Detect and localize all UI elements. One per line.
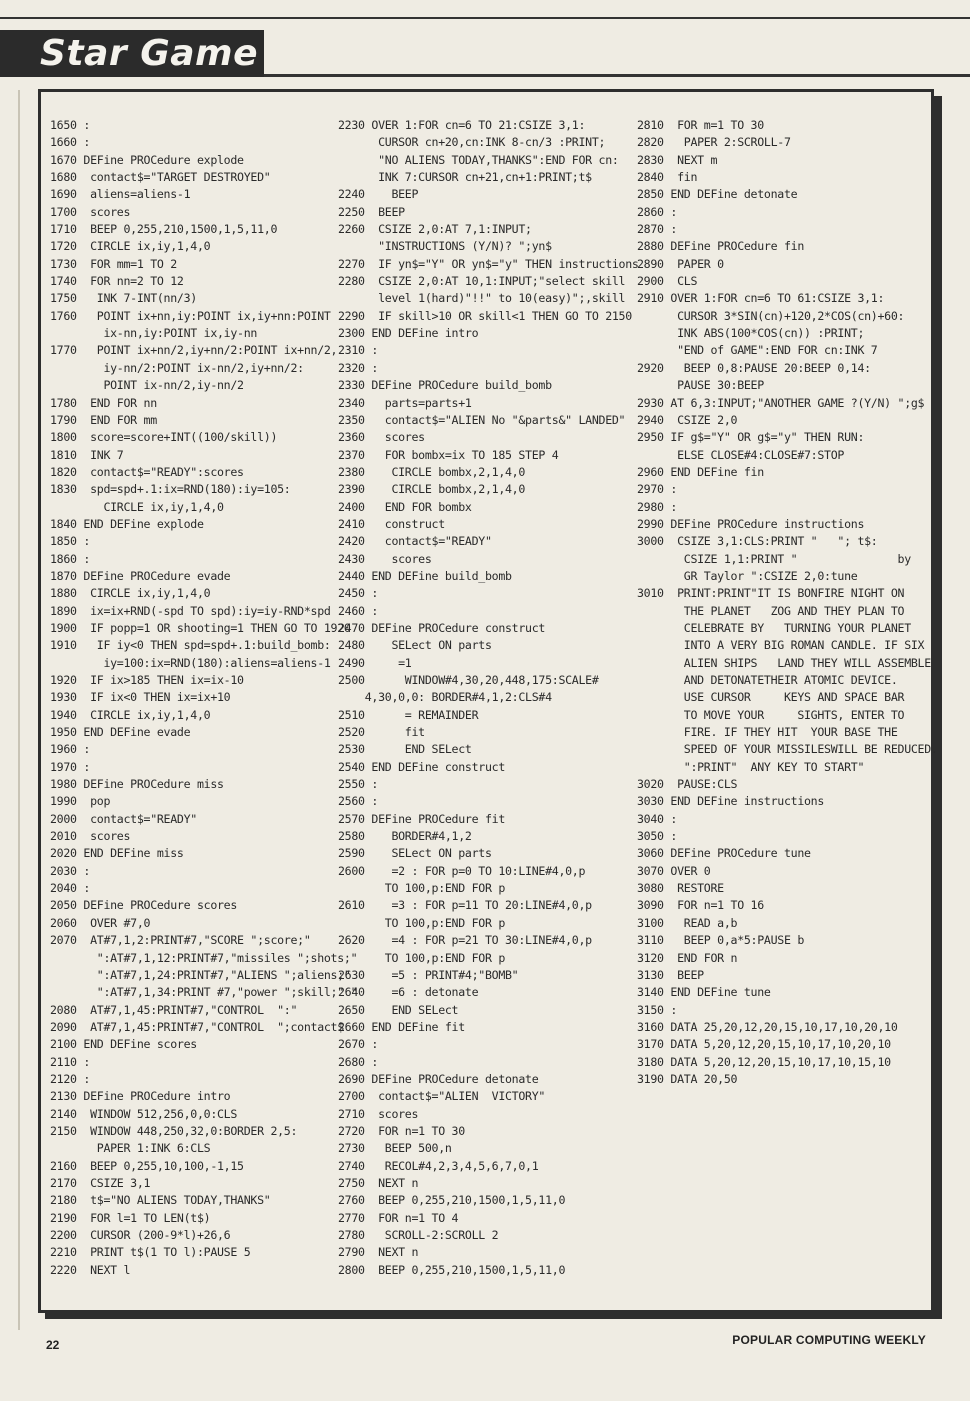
code-line: 2640 =6 : detonate <box>338 985 479 1000</box>
code-line: 2000 contact$="READY" <box>50 811 197 826</box>
code-line: 2360 scores <box>338 430 425 445</box>
code-line: 2620 =4 : FOR p=21 TO 30:LINE#4,0,p <box>338 933 592 948</box>
code-line: 2290 IF skill>10 OR skill<1 THEN GO TO 2150 <box>338 308 632 323</box>
code-line: ":AT#7,1,24:PRINT#7,"ALIENS ";aliens;" <box>50 967 351 982</box>
code-line: 2420 contact$="READY" <box>338 534 492 549</box>
title-rule <box>264 74 970 77</box>
listing-column-2 <box>338 117 639 1279</box>
code-line: 2260 CSIZE 2,0:AT 7,1:INPUT; <box>338 222 532 237</box>
code-line: 2090 AT#7,1,45:PRINT#7,"CONTROL ";contact$ <box>50 1019 344 1034</box>
code-line: 2070 AT#7,1,2:PRINT#7,"SCORE ";score;" <box>50 933 311 948</box>
code-line: 1650 : <box>50 118 91 132</box>
code-line: 1870 DEFine PROCedure evade <box>50 568 231 583</box>
code-line: 2040 : <box>50 881 91 896</box>
code-line: 2490 =1 <box>338 655 412 670</box>
code-line: 2960 END DEFine fin <box>637 464 764 479</box>
code-line: 2330 DEFine PROCedure build_bomb <box>338 378 552 393</box>
code-line: 2570 DEFine PROCedure fit <box>338 811 506 826</box>
code-line: 3170 DATA 5,20,12,20,15,10,17,10,20,10 <box>637 1037 891 1052</box>
listing-column-3 <box>637 117 938 1088</box>
code-line: 1840 END DEFine explode <box>50 516 204 531</box>
code-line: USE CURSOR KEYS AND SPACE BAR <box>637 690 905 705</box>
code-line: 2390 CIRCLE bombx,2,1,4,0 <box>338 482 526 497</box>
code-line: POINT ix-nn/2,iy-nn/2 <box>50 378 244 393</box>
code-line: 1820 contact$="READY":scores <box>50 464 244 479</box>
code-line: 2470 DEFine PROCedure construct <box>338 620 546 635</box>
code-line: 2840 fin <box>637 170 698 185</box>
code-line: PAPER 1:INK 6:CLS <box>50 1141 211 1156</box>
code-line: ":PRINT" ANY KEY TO START" <box>637 759 865 774</box>
code-line: 2100 END DEFine scores <box>50 1037 197 1052</box>
code-line: 2020 END DEFine miss <box>50 846 184 861</box>
code-line: 1770 POINT ix+nn/2,iy+nn/2:POINT ix+nn/2, <box>50 343 338 358</box>
code-line: 2080 AT#7,1,45:PRINT#7,"CONTROL ":" <box>50 1002 298 1017</box>
code-line: 1860 : <box>50 551 91 566</box>
code-line: 2930 AT 6,3:INPUT;"ANOTHER GAME ?(Y/N) ";g$ <box>637 395 925 410</box>
code-line: 2750 NEXT n <box>338 1175 419 1190</box>
code-line: 2970 : <box>637 482 678 497</box>
code-line: 3100 READ a,b <box>637 915 738 930</box>
code-line: AND DETONATETHEIR ATOMIC DEVICE. <box>637 673 898 687</box>
code-line: 2030 : <box>50 863 91 878</box>
code-line: 1690 aliens=aliens-1 <box>50 187 191 202</box>
code-line: 2880 DEFine PROCedure fin <box>637 239 805 254</box>
code-line: ":AT#7,1,34:PRINT #7,"power ";skill;" " <box>50 985 358 1000</box>
code-line: 1710 BEEP 0,255,210,1500,1,5,11,0 <box>50 222 278 237</box>
code-line: 2770 FOR n=1 TO 4 <box>338 1210 459 1225</box>
code-line: 2630 =5 : PRINT#4;"BOMB" <box>338 967 519 982</box>
page-edge <box>18 90 20 1330</box>
code-line: iy-nn/2:POINT ix-nn/2,iy+nn/2: <box>50 360 304 375</box>
code-line: 3060 DEFine PROCedure tune <box>637 846 811 861</box>
magazine-name: POPULAR COMPUTING WEEKLY <box>732 1333 926 1347</box>
code-line: 3140 END DEFine tune <box>637 985 771 1000</box>
code-line: 2740 RECOL#4,2,3,4,5,6,7,0,1 <box>338 1158 539 1173</box>
code-line: 2350 contact$="ALIEN No "&parts&" LANDED" <box>338 412 626 427</box>
code-line: 2310 : <box>338 343 379 358</box>
code-line: 1950 END DEFine evade <box>50 725 191 740</box>
code-line: 1810 INK 7 <box>50 447 124 462</box>
code-line: 2650 END SELect <box>338 1002 459 1017</box>
code-line: 2190 FOR l=1 TO LEN(t$) <box>50 1210 211 1225</box>
code-line: 1930 IF ix<0 THEN ix=ix+10 <box>50 690 231 705</box>
code-line: 2530 END SELect <box>338 742 472 757</box>
listing-column-1 <box>50 117 357 1279</box>
code-line: 3080 RESTORE <box>637 881 724 896</box>
code-line: 2320 : <box>338 360 379 375</box>
code-line: 2810 FOR m=1 TO 30 <box>637 118 764 132</box>
code-line: CIRCLE ix,iy,1,4,0 <box>50 499 224 514</box>
code-line: 1660 : <box>50 135 91 150</box>
code-line: 3090 FOR n=1 TO 16 <box>637 898 764 913</box>
code-line: 1890 ix=ix+RND(-spd TO spd):iy=iy-RND*spd <box>50 603 331 618</box>
code-line: 2170 CSIZE 3,1 <box>50 1175 151 1190</box>
code-line: ALIEN SHIPS LAND THEY WILL ASSEMBLE <box>637 655 931 670</box>
code-line: 2200 CURSOR (200-9*l)+26,6 <box>50 1228 231 1242</box>
code-line: 2520 fit <box>338 725 425 740</box>
code-line: 2150 WINDOW 448,250,32,0:BORDER 2,5: <box>50 1123 298 1138</box>
code-line: 2550 : <box>338 777 379 792</box>
code-line: 2180 t$="NO ALIENS TODAY,THANKS" <box>50 1193 271 1208</box>
code-line: 3130 BEEP <box>637 967 704 982</box>
code-line: 2500 WINDOW#4,30,20,448,175:SCALE# <box>338 673 599 687</box>
code-line: 1990 pop <box>50 794 111 809</box>
code-line: 2680 : <box>338 1054 379 1069</box>
code-line: 2280 CSIZE 2,0:AT 10,1:INPUT;"select skill <box>338 274 626 289</box>
code-line: 2230 OVER 1:FOR cn=6 TO 21:CSIZE 3,1: <box>338 118 586 132</box>
code-line: SPEED OF YOUR MISSILESWILL BE REDUCED. <box>637 742 938 757</box>
code-line: CURSOR 3*SIN(cn)+120,2*COS(cn)+60: <box>637 308 905 323</box>
code-line: 3180 DATA 5,20,12,20,15,10,17,10,15,10 <box>637 1054 891 1069</box>
code-line: 4,30,0,0: BORDER#4,1,2:CLS#4 <box>338 690 552 705</box>
code-line: 3070 OVER 0 <box>637 863 711 878</box>
code-line: THE PLANET ZOG AND THEY PLAN TO <box>637 603 905 618</box>
code-line: "END of GAME":END FOR cn:INK 7 <box>637 343 878 358</box>
code-line: 3040 : <box>637 811 678 826</box>
code-line: 2210 PRINT t$(1 TO l):PAUSE 5 <box>50 1245 251 1260</box>
code-line: 2830 NEXT m <box>637 152 718 167</box>
code-line: 2790 NEXT n <box>338 1245 419 1260</box>
code-line: 1960 : <box>50 742 91 757</box>
code-line: 2580 BORDER#4,1,2 <box>338 829 472 844</box>
code-line: 2800 BEEP 0,255,210,1500,1,5,11,0 <box>338 1262 566 1277</box>
code-line: 2480 SELect ON parts <box>338 638 492 653</box>
code-line: 2430 scores <box>338 551 432 566</box>
code-line: 1800 score=score+INT((100/skill)) <box>50 430 278 445</box>
code-line: 1740 FOR nn=2 TO 12 <box>50 274 184 289</box>
code-line: 1830 spd=spd+.1:ix=RND(180):iy=105: <box>50 482 291 497</box>
code-line: "INSTRUCTIONS (Y/N)? ";yn$ <box>338 239 552 254</box>
code-line: 1910 IF iy<0 THEN spd=spd+.1:build_bomb: <box>50 638 331 653</box>
code-line: 2370 FOR bombx=ix TO 185 STEP 4 <box>338 447 559 462</box>
code-line: 2050 DEFine PROCedure scores <box>50 898 238 913</box>
code-line: 3160 DATA 25,20,12,20,15,10,17,10,20,10 <box>637 1019 898 1034</box>
code-line: 2710 scores <box>338 1106 419 1121</box>
code-line: FIRE. IF THEY HIT YOUR BASE THE <box>637 725 898 740</box>
code-line: 2910 OVER 1:FOR cn=6 TO 61:CSIZE 3,1: <box>637 291 885 306</box>
code-line: 2270 IF yn$="Y" OR yn$="y" THEN instructions <box>338 256 639 271</box>
code-line: INK ABS(100*COS(cn)) :PRINT; <box>637 326 865 341</box>
code-line: 2560 : <box>338 794 379 809</box>
code-line: TO 100,p:END FOR p <box>338 915 506 930</box>
code-line: 2300 END DEFine intro <box>338 326 479 341</box>
code-line: ":AT#7,1,12:PRINT#7,"missiles ";shots;" <box>50 950 358 965</box>
code-line: ix-nn,iy:POINT ix,iy-nn <box>50 326 258 341</box>
code-line: GR Taylor ":CSIZE 2,0:tune <box>637 568 858 583</box>
code-line: CURSOR cn+20,cn:INK 8-cn/3 :PRINT; <box>338 135 606 150</box>
code-line: 1760 POINT ix+nn,iy:POINT ix,iy+nn:POINT <box>50 308 331 323</box>
code-line: 1750 INK 7-INT(nn/3) <box>50 291 197 306</box>
code-line: 2850 END DEFine detonate <box>637 187 798 202</box>
code-line: 2380 CIRCLE bombx,2,1,4,0 <box>338 464 526 479</box>
code-line: 2450 : <box>338 586 379 601</box>
code-line: PAUSE 30:BEEP <box>637 378 764 393</box>
code-line: 2990 DEFine PROCedure instructions <box>637 516 865 531</box>
page-number: 22 <box>46 1338 60 1352</box>
code-line: 1850 : <box>50 534 91 549</box>
code-line: 1920 IF ix>185 THEN ix=ix-10 <box>50 673 244 687</box>
code-line: 2860 : <box>637 204 678 219</box>
code-line: 3010 PRINT:PRINT"IT IS BONFIRE NIGHT ON <box>637 586 905 601</box>
code-line: 2120 : <box>50 1071 91 1086</box>
code-line: 2510 = REMAINDER <box>338 707 479 722</box>
article-title: Star Game <box>0 30 264 77</box>
code-line: 2610 =3 : FOR p=11 TO 20:LINE#4,0,p <box>338 898 592 913</box>
code-line: 2690 DEFine PROCedure detonate <box>338 1071 539 1086</box>
code-line: 1730 FOR mm=1 TO 2 <box>50 256 177 271</box>
code-line: 2010 scores <box>50 829 131 844</box>
code-line: 3150 : <box>637 1002 678 1017</box>
code-line: 2720 FOR n=1 TO 30 <box>338 1123 465 1138</box>
code-line: 2160 BEEP 0,255,10,100,-1,15 <box>50 1158 244 1173</box>
code-line: TO MOVE YOUR SIGHTS, ENTER TO <box>637 707 905 722</box>
code-line: 2660 END DEFine fit <box>338 1019 465 1034</box>
code-line: 2110 : <box>50 1054 91 1069</box>
code-line: 2590 SELect ON parts <box>338 846 492 861</box>
code-line: 3050 : <box>637 829 678 844</box>
code-line: 2890 PAPER 0 <box>637 256 724 271</box>
code-line: 1980 DEFine PROCedure miss <box>50 777 224 792</box>
code-line: 3120 END FOR n <box>637 950 738 965</box>
code-line: 1880 CIRCLE ix,iy,1,4,0 <box>50 586 211 601</box>
code-line: 2950 IF g$="Y" OR g$="y" THEN RUN: <box>637 430 865 445</box>
code-line: 2940 CSIZE 2,0 <box>637 412 738 427</box>
code-line: 3110 BEEP 0,a*5:PAUSE b <box>637 933 805 948</box>
code-line: 2460 : <box>338 603 379 618</box>
code-line: 2600 =2 : FOR p=0 TO 10:LINE#4,0,p <box>338 863 586 878</box>
code-line: 2410 construct <box>338 516 445 531</box>
code-line: CSIZE 1,1:PRINT " by <box>637 551 911 566</box>
code-line: 2240 BEEP <box>338 187 419 202</box>
code-line: 2900 CLS <box>637 274 698 289</box>
code-line: 2980 : <box>637 499 678 514</box>
code-line: TO 100,p:END FOR p <box>338 950 506 965</box>
code-line: 2820 PAPER 2:SCROLL-7 <box>637 135 791 150</box>
code-line: 1970 : <box>50 759 91 774</box>
code-line: 2920 BEEP 0,8:PAUSE 20:BEEP 0,14: <box>637 360 871 375</box>
code-line: 3190 DATA 20,50 <box>637 1071 738 1086</box>
code-line: 2440 END DEFine build_bomb <box>338 568 512 583</box>
code-line: 2730 BEEP 500,n <box>338 1141 452 1156</box>
code-line: ELSE CLOSE#4:CLOSE#7:STOP <box>637 447 845 462</box>
code-line: 2670 : <box>338 1037 379 1052</box>
code-line: 2340 parts=parts+1 <box>338 395 472 410</box>
code-line: 2870 : <box>637 222 678 237</box>
code-line: TO 100,p:END FOR p <box>338 881 506 896</box>
code-line: level 1(hard)"!!" to 10(easy)";,skill <box>338 291 626 306</box>
code-line: 2540 END DEFine construct <box>338 759 506 774</box>
code-line: 2760 BEEP 0,255,210,1500,1,5,11,0 <box>338 1193 566 1208</box>
code-line: 1780 END FOR nn <box>50 395 157 410</box>
code-line: 1700 scores <box>50 204 131 219</box>
code-line: 1940 CIRCLE ix,iy,1,4,0 <box>50 707 211 722</box>
code-line: 2140 WINDOW 512,256,0,0:CLS <box>50 1106 238 1121</box>
code-line: "NO ALIENS TODAY,THANKS":END FOR cn: <box>338 152 619 167</box>
code-line: 2780 SCROLL-2:SCROLL 2 <box>338 1228 499 1242</box>
code-line: INK 7:CURSOR cn+21,cn+1:PRINT;t$ <box>338 170 592 185</box>
frame-shadow-bottom <box>45 1313 942 1319</box>
code-line: CELEBRATE BY TURNING YOUR PLANET <box>637 620 911 635</box>
code-line: 3000 CSIZE 3,1:CLS:PRINT " "; t$: <box>637 534 878 549</box>
code-line: 3020 PAUSE:CLS <box>637 777 738 792</box>
top-rule <box>0 17 970 19</box>
code-line: 2250 BEEP <box>338 204 405 219</box>
code-line: 2130 DEFine PROCedure intro <box>50 1089 231 1104</box>
code-line: 1670 DEFine PROCedure explode <box>50 152 244 167</box>
code-line: iy=100:ix=RND(180):aliens=aliens-1 <box>50 655 331 670</box>
code-line: 1900 IF popp=1 OR shooting=1 THEN GO TO 1920 <box>50 620 351 635</box>
code-line: 2220 NEXT l <box>50 1262 131 1277</box>
code-line: 3030 END DEFine instructions <box>637 794 825 809</box>
code-line: 2700 contact$="ALIEN VICTORY" <box>338 1089 546 1104</box>
code-line: 2400 END FOR bombx <box>338 499 472 514</box>
code-line: 1680 contact$="TARGET DESTROYED" <box>50 170 271 185</box>
code-line: INTO A VERY BIG ROMAN CANDLE. IF SIX <box>637 638 925 653</box>
code-line: 1790 END FOR mm <box>50 412 157 427</box>
code-line: 1720 CIRCLE ix,iy,1,4,0 <box>50 239 211 254</box>
code-line: 2060 OVER #7,0 <box>50 915 151 930</box>
